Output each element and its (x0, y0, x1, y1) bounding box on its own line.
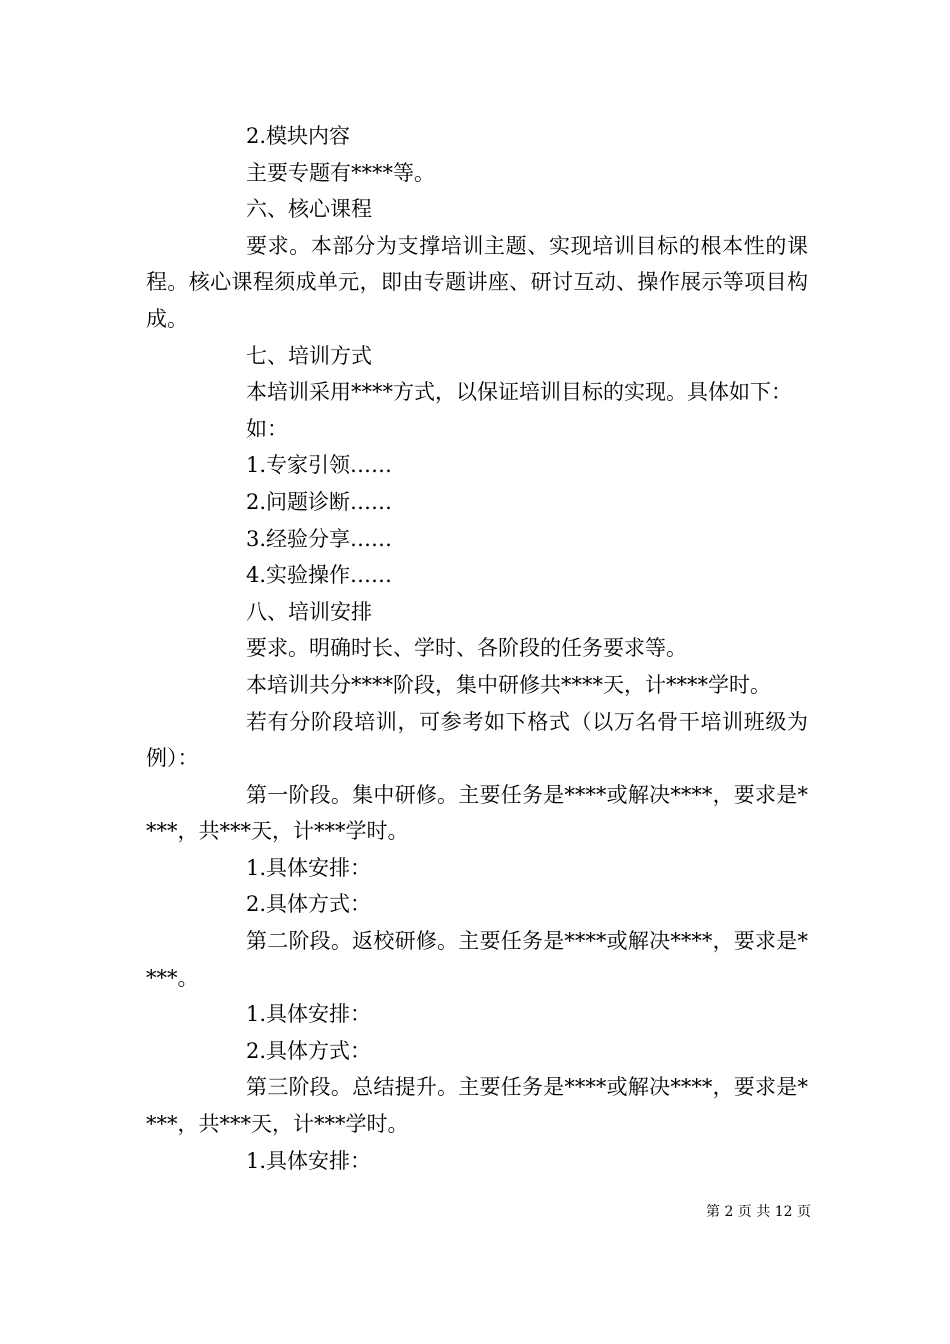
list-item: 2.问题诊断…… (246, 489, 393, 514)
paragraph: 主要专题有****等。 (246, 160, 435, 185)
paragraph: 本培训采用****方式，以保证培训目标的实现。具体如下： (246, 380, 792, 405)
paragraph: 2.模块内容 (246, 124, 351, 148)
paragraph: 第三阶段。总结提升。主要任务是****或解决****，要求是****，共***天，计***学时。 (146, 1075, 808, 1137)
page-number-footer: 第 2 页 共 12 页 (706, 1204, 811, 1220)
paragraph: 如： (246, 416, 288, 441)
list-item: 2.具体方式： (246, 892, 372, 917)
section-heading: 七、培训方式 (246, 343, 372, 368)
list-item: 1.具体安排： (246, 1148, 372, 1173)
document-body (146, 118, 808, 1179)
paragraph: 要求。本部分为支撑培训主题、实现培训目标的根本性的课程。核心课程须成单元，即由专题讲座、研讨互动、操作展示等项目构成。 (146, 233, 808, 331)
section-heading: 六、核心课程 (246, 197, 372, 222)
paragraph: 本培训共分****阶段，集中研修共****天，计****学时。 (246, 672, 771, 697)
list-item: 4.实验操作…… (246, 563, 393, 588)
paragraph: 第二阶段。返校研修。主要任务是****或解决****，要求是****。 (146, 929, 808, 990)
paragraph: 第一阶段。集中研修。主要任务是****或解决****，要求是****，共***天，计***学时。 (146, 782, 808, 844)
list-item: 1.专家引领…… (246, 453, 393, 478)
paragraph: 要求。明确时长、学时、各阶段的任务要求等。 (246, 636, 687, 661)
list-item: 1.具体安排： (246, 1002, 372, 1027)
list-item: 1.具体安排： (246, 855, 372, 880)
section-heading: 八、培训安排 (246, 599, 372, 624)
list-item: 2.具体方式： (246, 1038, 372, 1063)
list-item: 3.经验分享…… (246, 526, 393, 551)
paragraph: 若有分阶段培训，可参考如下格式（以万名骨干培训班级为例）： (146, 709, 808, 771)
